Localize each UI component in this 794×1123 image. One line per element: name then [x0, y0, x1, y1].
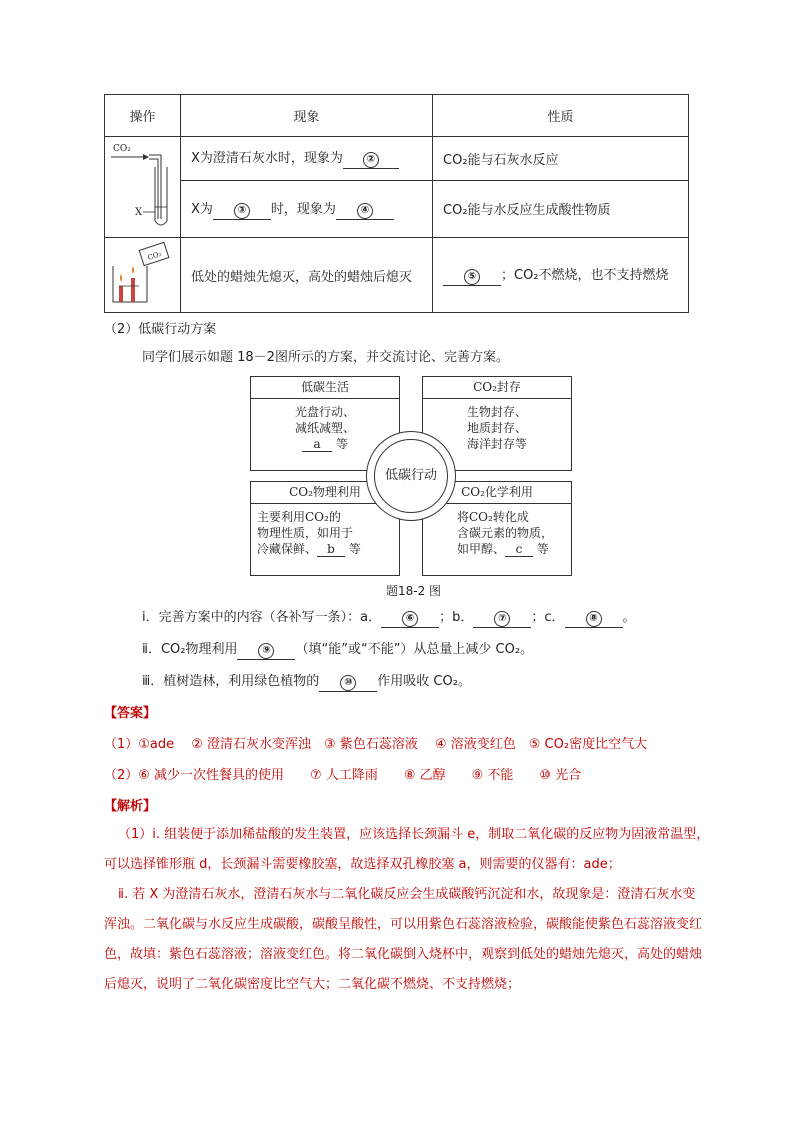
- blank-c: c: [505, 542, 533, 557]
- box-line: 等: [335, 437, 348, 451]
- blank-9: [237, 643, 295, 660]
- blank-7: [473, 611, 531, 628]
- circled-number-2: ②: [363, 152, 379, 168]
- box-line: 等: [536, 542, 549, 556]
- box-line: 光盘行动、: [294, 405, 355, 419]
- phenomenon-candles: 低处的蜡烛先熄灭，高处的蜡烛后熄灭: [181, 238, 433, 313]
- question-text: 作用吸收 CO₂。: [377, 674, 471, 689]
- question-text: （填“能”或“不能”）从总量上减少 CO₂。: [295, 642, 534, 657]
- phenomenon-lime-water: [181, 137, 433, 181]
- blank-10: [319, 675, 377, 692]
- experiment-table: [104, 94, 689, 313]
- circled-number-8: ⑧: [586, 611, 602, 627]
- header-property: 性质: [433, 95, 689, 137]
- section-2-title: （2）低碳行动方案: [104, 322, 217, 337]
- property-candles: [433, 238, 689, 313]
- explanation-line-3: ⅱ. 若 X 为澄清石灰水，澄清石灰水与二氧化碳反应会生成碳酸钙沉淀和水，故现象是：澄清石灰水变: [118, 887, 696, 902]
- phenomenon-acid: [181, 180, 433, 237]
- property-text: ；CO₂不燃烧，也不支持燃烧: [501, 268, 669, 283]
- box-title: 低碳生活: [251, 377, 399, 399]
- box-line: 海洋封存等: [466, 437, 527, 451]
- question-iii: [142, 670, 471, 692]
- explanation-line-5: 色，故填：紫色石蕊溶液；溶液变红色。将二氧化碳倒入烧杯中，观察到低处的蜡烛先熄灭，高处的蜡烛: [104, 947, 703, 962]
- answer-header: 【答案】: [104, 706, 157, 721]
- question-i: [142, 606, 636, 628]
- blank-b: b: [317, 542, 345, 557]
- box-line: 地质封存、: [466, 421, 527, 435]
- candle-beaker-icon: [105, 238, 180, 308]
- phenomenon-text: X为澄清石灰水时，现象为: [191, 151, 343, 167]
- box-line: 等: [348, 542, 361, 556]
- blank-6: [381, 611, 439, 628]
- beaker-co2-label: CO₂: [146, 249, 163, 262]
- circled-number-9: ⑨: [258, 643, 274, 659]
- blank-3: [213, 203, 271, 220]
- phenomenon-text: X为: [191, 201, 213, 217]
- box-line: 生物封存、: [466, 405, 527, 419]
- circled-number-5: ⑤: [464, 269, 480, 285]
- figure-caption: 题18-2 图: [386, 584, 442, 598]
- question-text: ；b．: [439, 610, 474, 625]
- box-title: CO₂化学利用: [423, 482, 571, 504]
- low-carbon-diagram: [250, 376, 572, 576]
- explanation-line-4: 浑浊。二氧化碳与水反应生成碳酸，碳酸呈酸性，可以用紫色石蕊溶液检验，碳酸能使紫色石蕊溶液变红: [104, 917, 703, 932]
- circled-number-4: ④: [357, 203, 373, 219]
- box-line: 冷藏保鲜、: [257, 542, 318, 556]
- circled-number-6: ⑥: [402, 611, 418, 627]
- co2-tube-apparatus: [105, 137, 181, 238]
- explanation-line-1: （1）ⅰ. 组装便于添加稀盐酸的发生装置，应该选择长颈漏斗 e，制取二氧化碳的反应物为固液常温型，: [118, 827, 710, 842]
- box-line: 含碳元素的物质，: [457, 526, 554, 540]
- co2-arrow-label: CO₂: [113, 144, 131, 154]
- answer-line-1: （1）①ade ② 澄清石灰水变浑浊 ③ 紫色石蕊溶液 ④ 溶液变红色 ⑤ CO₂密度比空气大: [104, 737, 648, 752]
- question-text: ⅱ．CO₂物理利用: [142, 642, 238, 657]
- blank-2: [343, 152, 399, 169]
- box-title: CO₂物理利用: [251, 482, 399, 504]
- question-ii: [142, 638, 533, 660]
- answer-line-2: （2）⑥ 减少一次性餐具的使用 ⑦ 人工降雨 ⑧ 乙醇 ⑨ 不能 ⑩ 光合: [104, 768, 582, 783]
- box-line: 物理性质，如用于: [257, 526, 354, 540]
- question-text: ⅲ．植树造林，利用绿色植物的: [142, 674, 320, 689]
- x-liquid-label: X: [135, 207, 143, 218]
- header-operation: 操作: [105, 95, 181, 137]
- phenomenon-text: 时，现象为: [270, 201, 336, 217]
- circled-number-10: ⑩: [340, 675, 356, 691]
- candle-beaker-apparatus: [105, 238, 181, 313]
- box-line: 如甲醇、: [457, 542, 506, 556]
- question-text: ；c．: [531, 610, 565, 625]
- blank-4: [336, 203, 394, 220]
- box-line: 减纸减塑、: [294, 421, 355, 435]
- section-2-intro: 同学们展示如题 18－2图所示的方案，并交流讨论、完善方案。: [142, 350, 509, 365]
- header-phenomenon: 现象: [181, 95, 433, 137]
- explanation-header: 【解析】: [104, 799, 157, 814]
- question-text: ⅰ．完善方案中的内容（各补写一条）：a．: [142, 610, 382, 625]
- blank-5: [443, 269, 501, 286]
- property-acid: CO₂能与水反应生成酸性物质: [433, 180, 689, 237]
- blank-a: a: [302, 437, 332, 452]
- box-title: CO₂封存: [423, 377, 571, 399]
- question-text: 。: [622, 610, 636, 625]
- property-lime-water: CO₂能与石灰水反应: [433, 137, 689, 181]
- center-circle: 低碳行动: [374, 439, 448, 513]
- box-line: 主要利用CO₂的: [257, 510, 341, 524]
- box-line: 将CO₂转化成: [457, 510, 529, 524]
- circled-number-3: ③: [234, 203, 250, 219]
- explanation-line-6: 后熄灭，说明了二氧化碳密度比空气大；二氧化碳不燃烧、不支持燃烧；: [104, 977, 521, 992]
- circled-number-7: ⑦: [494, 611, 510, 627]
- test-tube-icon: [105, 137, 180, 233]
- blank-8: [565, 611, 623, 628]
- explanation-line-2: 可以选择锥形瓶 d，长颈漏斗需要橡胶塞，故选择双孔橡胶塞 a，则需要的仪器有：ade；: [104, 857, 621, 872]
